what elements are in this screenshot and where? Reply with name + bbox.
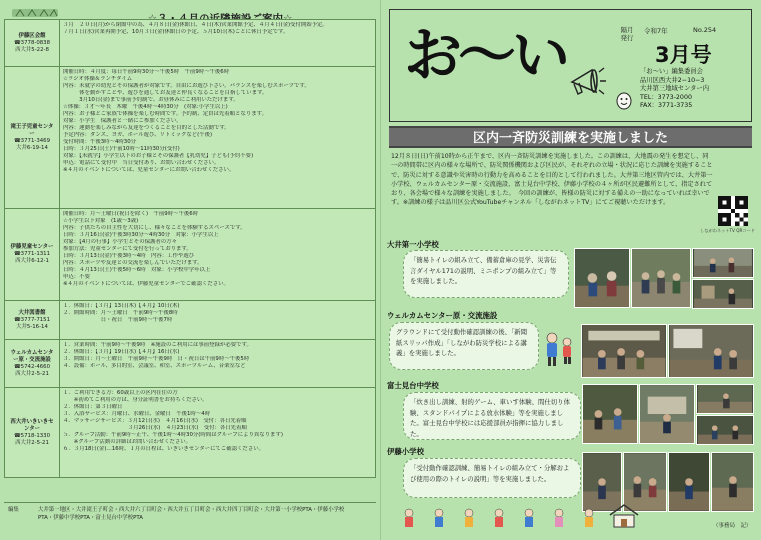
- photo: [692, 248, 754, 278]
- qr-code-icon[interactable]: [718, 196, 748, 226]
- facility-details: [60, 340, 376, 388]
- detail-line: ☆ラジオ体操＆ランチタイム: [63, 76, 133, 82]
- detail-line: ３月26日(水) ４月23日(水) 受付：各日先着順: [63, 425, 247, 431]
- children-illustration: [389, 505, 609, 533]
- facility-table: [4, 19, 376, 478]
- section-heading: 大井第一小学校: [387, 240, 439, 249]
- section-heading: 伊藤小学校: [387, 447, 424, 456]
- facility-address: 大井6-19-14: [16, 144, 48, 151]
- photo: [574, 248, 630, 308]
- photo: [582, 384, 638, 444]
- family-illustration: [540, 324, 580, 370]
- detail-line: １．休館日：【３月】13日(木)【４月】10日(木): [63, 303, 180, 309]
- section-heading: 富士見台中学校: [387, 381, 439, 390]
- detail-line: 日時：４月13日(土)午後5時〜6時 対象：小学校中学年以上: [63, 267, 211, 273]
- detail-line: ※４月のイベントについては、児童センターにお問い合わせください。: [63, 167, 235, 173]
- detail-line: ２．開館時間：月〜土曜日 午前9時〜午後8時: [63, 310, 178, 316]
- photo: [639, 384, 695, 444]
- detail-line: 開催日時：４月度：毎日午前9時30分〜午後5時 午前9時〜午後6時: [63, 69, 230, 75]
- article-intro: 12月８日(日)午前10時から正午まで、区内一斉防災訓練を実施しました。この訓練は、大地震の発生を想定し、同一の時間帯に区内の様々な場所で、防災関係機関および区民が、それぞれの立場・状況に応じた訓練を実施することで、防災に対する意識や災害時の行動力を高めることを目的として行われました。大井第三地区管内では、大井第一小学校、ウェルカムセンター原・交流施設、富士見台中学校、伊藤小学校の４ヶ所が区民避難所として、指定されており、各会場で様々な訓練を実施しました。 今回の訓練が、皆様の防災に対する備えの一助になっていれば幸いです。※訓練の様子は品川区公式YouTubeチャンネル「しながわネットTV」にてご視聴いただけます。: [391, 153, 713, 207]
- footer-label: 編集: [8, 507, 19, 513]
- detail-line: 日時：３月16日(金)午後3時30分〜4時30分 対象：小学生以上: [63, 232, 219, 238]
- smile-face-icon: [616, 92, 632, 110]
- facility-name: 伊藤区会館: [18, 32, 46, 39]
- editor-name: 「お〜い」編集委員会: [640, 68, 703, 75]
- newsletter-logo: お〜い: [404, 21, 567, 89]
- facility-row: [5, 301, 376, 340]
- facility-details: [60, 388, 376, 478]
- facility-name-cell: [5, 20, 60, 67]
- detail-line: １．営業時間：午前9時〜午後9時 ※施設のご利用には事前登録が必要です。: [63, 342, 252, 348]
- facility-address: 大井5-16-14: [16, 323, 48, 330]
- facility-tel: ☎5718-1330: [13, 432, 51, 439]
- house-icon: [607, 503, 641, 529]
- detail-line: 日時：３月25日(土)午前10時〜11時30分(受付): [63, 146, 180, 152]
- facility-row: [5, 340, 376, 388]
- detail-line: ６．３月18日(金)…16時、１月の日程は、いきいきセンターにてご確認ください。: [63, 446, 264, 452]
- section-heading: ウェルカムセンター原・交流施設: [387, 311, 498, 320]
- article-writer: （事務局 記）: [713, 523, 752, 529]
- facility-name: 伊藤児童センター: [10, 244, 54, 250]
- detail-line: 対象：【未就学】小学生以下のお子様とその保護者【乳幼児】子ども(予約不要): [63, 153, 254, 159]
- masthead: [389, 9, 752, 122]
- detail-line: ４．マッサージサービス：３月12日(水) ４月16日(水) 受付：各日先着順: [63, 418, 247, 424]
- facility-row: [5, 209, 376, 301]
- right-page: [381, 0, 761, 540]
- facility-details: [60, 67, 376, 209]
- facility-name: ウェルカムセンター原・交流施設: [10, 349, 54, 363]
- facility-row: [5, 67, 376, 209]
- issue-number: No.254: [693, 26, 717, 34]
- detail-line: 3月10日(金)まで事前予約制で、お昼休みにご利用いただけます。: [63, 97, 239, 103]
- detail-line: ☆小学生以下対象 (1歳〜3歳): [63, 218, 139, 224]
- detail-line: 参加方法：児童センターにて受付を行っております。: [63, 246, 192, 252]
- facility-name: 滝王子児童センター: [10, 123, 54, 137]
- detail-line: 内容：運動を楽しみながら友達をつくることを目的とした活動です。: [63, 125, 230, 131]
- facility-details: [60, 20, 376, 67]
- detail-line: 受付時間：午後3時〜4時30分: [63, 139, 137, 145]
- facility-name-cell: [5, 301, 60, 340]
- photo: [668, 324, 754, 378]
- detail-line: 内容：お子様とご家族で体操を楽しむ時間です。予約制、定員は先着順となります。: [63, 111, 267, 117]
- facility-address: 西大井2-5-21: [15, 439, 49, 446]
- photo: [692, 279, 754, 309]
- facility-name: 西大井いきいきセンター: [10, 418, 54, 432]
- detail-line: 日時：３月13日(金)午後3時〜4時 内容：工作や遊び: [63, 253, 195, 259]
- facility-name-cell: [5, 388, 60, 478]
- detail-line: 予定内容：ダンス、ヨガ、ボール遊び、リトミックなど(午後): [63, 132, 213, 138]
- facility-tel: ☎5742-4660: [13, 363, 51, 370]
- left-page: [0, 0, 380, 540]
- facility-address: 西大井2-5-21: [15, 370, 49, 377]
- photo: [711, 452, 754, 512]
- detail-line: 申込：不要: [63, 274, 90, 280]
- facility-name-cell: [5, 340, 60, 388]
- publisher-info: [640, 68, 750, 111]
- detail-line: ３．入浴サービス：月曜日、水曜日、金曜日 午後1時〜4時: [63, 411, 211, 417]
- detail-line: 日・祝日 午前9時〜午後7時: [63, 317, 173, 323]
- detail-line: １．ご利用できる方：60歳以上の区内在住の方: [63, 390, 178, 396]
- publisher-center: 大井第三地域センター内: [640, 85, 710, 92]
- town-crest-icon: [10, 8, 60, 18]
- detail-line: 内容：スポーツや友達との交流を楽しんでいただけます。: [63, 260, 203, 266]
- facility-name-cell: [5, 67, 60, 209]
- publisher-tel: TEL：3773-2000: [640, 93, 692, 101]
- photo: [631, 248, 691, 308]
- megaphone-icon: [566, 62, 608, 102]
- facility-tel: ☎3778-0838: [13, 39, 51, 46]
- section-text: グラウンドにて受付動作確認訓練の後、「新聞紙スリッパ作成」「しながわ防災学校による講義」を実施しました。: [389, 322, 539, 370]
- detail-line: 開催日時：月〜土曜日(祝日を除く) 午前9時〜午後6時: [63, 211, 199, 217]
- facility-details: [60, 301, 376, 340]
- section-text: 「炊き出し訓練、射的ゲーム、車いす体験、間仕切り体験、スタンドパイプによる放水体験」等を実施しました。富士見台中学校には応援部員が指揮に協力しました。: [403, 392, 581, 440]
- photo: [696, 384, 754, 414]
- detail-line: ４．設備：ホール、多目的室、会議室、和室、スポーツルーム、音楽室など: [63, 363, 246, 369]
- facility-tel: ☎3771-1311: [13, 251, 51, 257]
- section-text: 「受付動作確認訓練、簡易トイレの組み立て・分解および使用の際のトイレの説明」等を実施しました。: [403, 458, 581, 498]
- facility-details: [60, 209, 376, 301]
- facility-address: 西大井6-12-1: [15, 258, 49, 264]
- detail-line: ７月１日(水)営業再開予定、10月３日(金)休館日の予定、５月10日(木)ごとに休日予定です。: [63, 29, 289, 35]
- publisher-address: 品川区西大井2−10−3: [640, 76, 705, 84]
- detail-line: ３月 ２０日(月)から閉館中の為、４月８日(金)休館日、４日(木)営業開館予定、４月４日(金)受付開始予定。: [63, 22, 328, 28]
- section-text: 「簡易トイレの組み立て、備蓄倉庫の見学、災害伝言ダイヤル171の説明、ミニポンプの組み立て」等を実施しました。: [403, 250, 569, 298]
- detail-line: ３．開館日：月〜土曜日 午前9時〜午後9時 日・祝日は午前9時〜午後5時: [63, 356, 250, 362]
- facility-tel: ☎3771-3469: [13, 137, 51, 144]
- publication-frequency: 隔月発行: [620, 26, 634, 42]
- facility-tel: ☎3777-7151: [13, 316, 51, 323]
- detail-line: ５．グループ活動：午前9時〜正午、午後1時〜4時30分(時間はグループにより異なります): [63, 432, 283, 438]
- detail-line: ※４月のイベントについては、伊藤児童センターでご確認ください。: [63, 281, 229, 287]
- publisher-fax: FAX：3771-3735: [640, 102, 693, 109]
- editorial-footer: [4, 502, 376, 532]
- facility-row: [5, 388, 376, 478]
- detail-line: ２．休館日：【３月】19日(水)【４月】16日(水): [63, 349, 180, 355]
- detail-line: ※初めてご利用の方は、身分証明書をお持ちください。: [63, 397, 208, 403]
- footer-text: 大井第一地区・大井滝王子町会・西大井六丁目町会・西大井五丁目町会・西大井四丁目町会・大井第一小学校PTA・伊藤小学校PTA・伊藤中学校PTA・富士見台中学校PTA: [38, 507, 345, 521]
- issue-year: 令和7年: [644, 27, 668, 35]
- facility-name: 大井図書館: [18, 309, 46, 316]
- facility-row: [5, 20, 376, 67]
- issue-month: 3月号: [655, 43, 712, 67]
- qr-caption: しながわネットTV QRコード: [700, 228, 755, 233]
- detail-line: 対象：【4月の行事】小学生とその保護者の方々: [63, 239, 177, 245]
- detail-line: ☆体操：３才〜年長 木曜 午後4時〜4時30分 (対象:小学生以上): [63, 104, 228, 110]
- detail-line: ※グループ活動の詳細はお問い合わせください。: [63, 439, 192, 445]
- detail-line: 内容：子供たちの自主性を大切にし、様々なことを体験するスペースです。: [63, 225, 246, 231]
- photo: [668, 452, 710, 512]
- facility-name-cell: [5, 209, 60, 301]
- detail-line: 内容：未就学の幼児とその保護者が対象です。自由にお遊び下さい。バランスを楽しむスポーツです。: [63, 83, 310, 89]
- detail-line: 対象：小学生 保護者と一緒にご参加ください。: [63, 118, 182, 124]
- photo: [696, 415, 754, 445]
- detail-line: 申込：電話にて受付中 当日受付あり、お問い合わせください。: [63, 160, 220, 166]
- detail-line: 体を動かすことや、遊びを通してお友達と仲良くなることを目指しています。: [63, 90, 268, 96]
- detail-line: ２．休館日：第３日曜日: [63, 404, 123, 410]
- photo: [581, 324, 667, 378]
- facility-address: 西大井5-22-8: [15, 46, 49, 53]
- article-headline: 区内一斉防災訓練を実施しました: [389, 126, 752, 148]
